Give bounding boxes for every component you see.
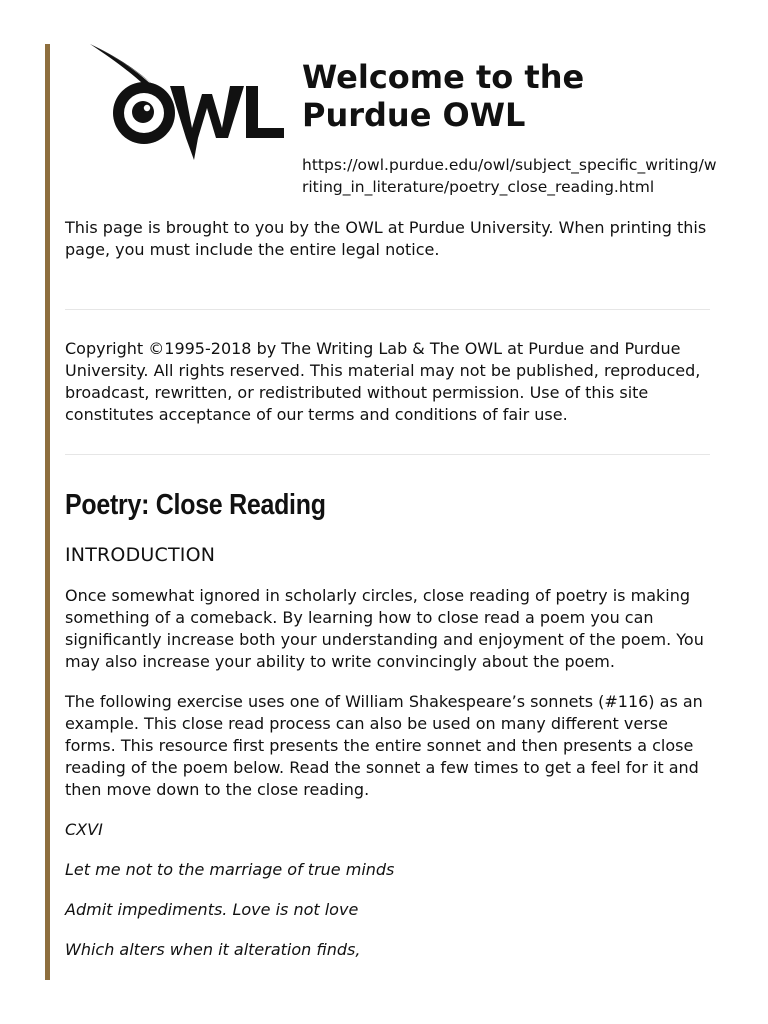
page-title: Welcome to the Purdue OWL <box>302 58 585 134</box>
poem-numeral: CXVI <box>65 820 103 839</box>
divider <box>65 309 710 310</box>
divider <box>65 454 710 455</box>
poem-line: Let me not to the marriage of true minds <box>65 860 395 879</box>
paragraph: The following exercise uses one of William Shakespeare’s sonnets (#116) as an example. This close read process can also be used on many different verse forms. This resource first presents the entire sonnet and then presents a close reading of the poem below. Read the sonnet a few times to get a feel for it and then move down to the close reading. <box>65 692 703 799</box>
section-heading: INTRODUCTION <box>65 544 216 566</box>
copyright-text: Copyright ©1995-2018 by The Writing Lab & The OWL at Purdue and Purdue University. All rights reserved. This material may not be published, reproduced, broadcast, rewritten, or redistributed without permission. Use of this site constitutes acceptance of our terms and conditions of fair use. <box>65 339 701 424</box>
paragraph: Once somewhat ignored in scholarly circles, close reading of poetry is making something of a comeback. By learning how to close read a poem you can significantly increase both your understanding and enjoyment of the poem. You may also increase your ability to write convincingly about the poem. <box>65 586 704 671</box>
poem-line: Admit impediments. Love is not love <box>65 900 359 919</box>
main-content <box>65 217 710 979</box>
article-title: Poetry: Close Reading <box>65 489 326 521</box>
page-url[interactable]: https://owl.purdue.edu/owl/subject_specific_writing/writing_in_literature/poetry_close_reading.html <box>302 156 717 196</box>
left-accent-rule <box>45 44 50 980</box>
legal-notice: This page is brought to you by the OWL at Purdue University. When printing this page, you must include the entire legal notice. <box>65 218 707 259</box>
owl-logo <box>86 42 286 164</box>
poem-line: Which alters when it alteration finds, <box>65 940 361 959</box>
